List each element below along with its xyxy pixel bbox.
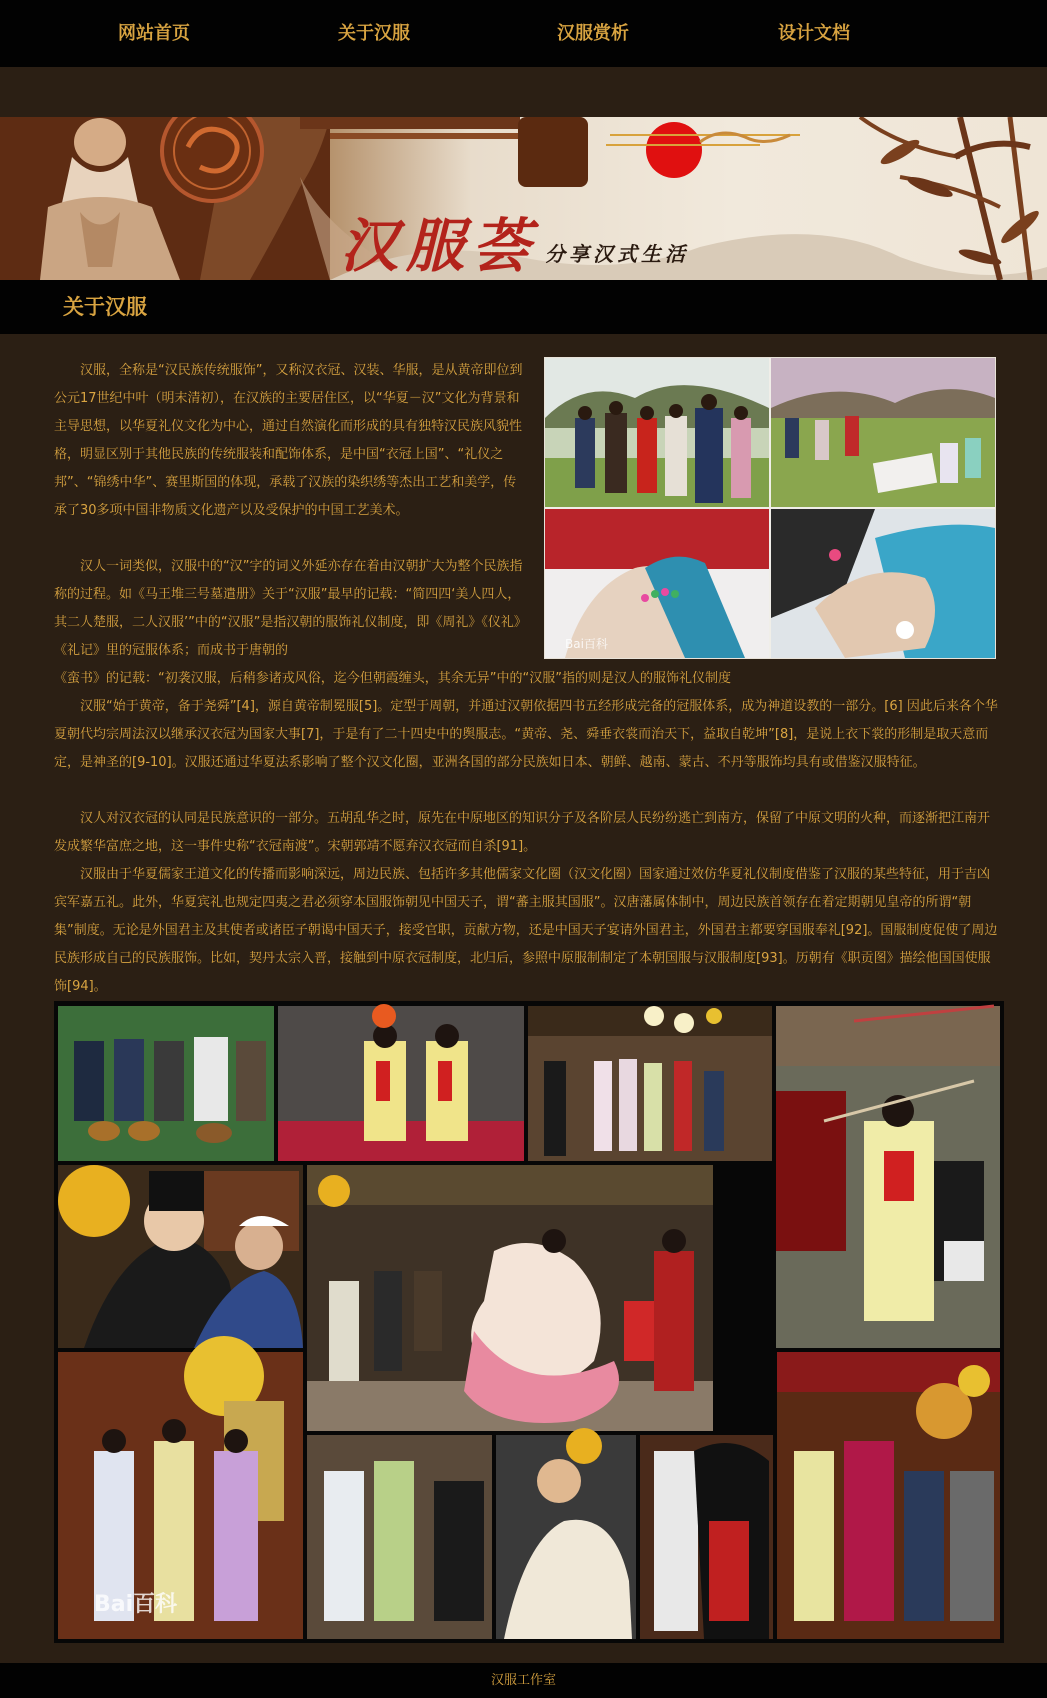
article-paragraph-1-text: 汉服，全称是“汉民族传统服饰”，又称汉衣冠、汉装、华服，是从黄帝即位到公元17世纪中叶（明末清初），在汉族的主要居住区，以“华夏－汉”文化为背景和主导思想，以华夏礼仪文化为中心，通过自然演化而形成的具有独特汉民族风貌性格，明显区别于其他民族的传统服装和配饰体系，是中国“衣冠上国”、“礼仪之邦”、“锦绣中华”、赛里斯国的体现，承载了汉族的染织绣等杰出工艺和美学，传承了30多项中国非物质文化遗产以及受保护的中国工艺美术。 <box>54 363 523 518</box>
footer-text: 汉服工作室 <box>490 1673 556 1688</box>
article-paragraph-4-text: 汉人对汉衣冠的认同是民族意识的一部分。五胡乱华之时，原先在中原地区的知识分子及各阶层人民纷纷逃亡到南方，保留了中原文明的火种，而逐渐把江南开发成繁华富庶之地，这一事件史称“衣冠南渡”。宋朝郭靖不愿弃汉衣冠而自杀[91]。 <box>54 811 991 854</box>
article-paragraph-3-text: 汉服“始于黄帝，备于尧舜”[4]，源自黄帝制冕服[5]。定型于周朝，并通过汉朝依据四书五经形成完备的冠服体系，成为神道设教的一部分。[6] 因此后来各个华夏朝代均宗周法汉以继承汉衣冠为国家大事[7]，于是有了二十四史中的舆服志。“黄帝、尧、舜垂衣裳而治天下，益取自乾坤”[8]，是说上衣下裳的形制是取天意而定，是神圣的[9-10]。汉服还通过华夏法系影响了整个汉文化圈，亚洲各国的部分民族如日本、朝鲜、越南、蒙古、不丹等服饰均具有或借鉴汉服特征。 <box>54 699 998 770</box>
nav-item-hanfu-gallery[interactable]: 汉服赏析 <box>557 23 629 44</box>
festival-collage-watermark: Bai百科 <box>94 1592 178 1617</box>
hanfu-festival-photo-collage <box>54 1001 1004 1643</box>
article-paragraph-5 <box>54 861 998 1001</box>
footer <box>0 1663 1047 1698</box>
section-title: 关于汉服 <box>63 295 147 319</box>
nav-item-design-docs[interactable]: 设计文档 <box>778 23 850 44</box>
article-paragraph-2-text: 汉人一词类似，汉服中的“汉”字的词义外延亦存在着由汉朝扩大为整个民族指称的过程。如《马王堆三号墓遣册》关于“汉服”最早的记载：“简四四‘美人四人，其二人楚服，二人汉服’”中的“汉服”是指汉朝的服饰礼仪制度，即《周礼》《仪礼》《礼记》里的冠服体系；而成书于唐朝的 <box>54 559 527 658</box>
hanfu-event-photo-collage <box>544 357 996 659</box>
article-paragraph-5-text: 汉服由于华夏儒家王道文化的传播而影响深远，周边民族、包括许多其他儒家文化圈（汉文化圈）国家通过效仿华夏礼仪制度借鉴了汉服的某些特征，用于吉凶宾军嘉五礼。此外，华夏宾礼也规定四夷之君必须穿本国服饰朝见中国天子，谓“蕃主服其国服”。汉唐藩属体制中，周边民族首领存在着定期朝见皇帝的所谓“朝集”制度。无论是外国君主及其使者或诸臣子朝谒中国天子，接受官职，贡献方物，还是中国天子宴请外国君主，外国君主都要穿国服奉礼[92]。国服制度促使了周边民族形成自己的民族服饰。比如，契丹太宗入晋，接触到中原衣冠制度，北归后，参照中原服制制定了本朝国服与汉服制度[93]。历朝有《职贡图》描绘他国国使服饰[94]。 <box>54 867 998 994</box>
article-paragraph-2 <box>54 553 528 665</box>
nav-item-about-hanfu[interactable]: 关于汉服 <box>338 23 410 44</box>
collage-image <box>545 358 995 658</box>
article-paragraph-4 <box>54 805 998 861</box>
festival-collage-image <box>54 1001 1004 1643</box>
site-banner <box>0 117 1047 280</box>
nav-item-home[interactable]: 网站首页 <box>118 23 190 44</box>
article-paragraph-1 <box>54 357 528 525</box>
section-header <box>0 280 1047 334</box>
article-paragraph-2-continued: 《蛮书》的记载：“初袭汉服，后稍参诸戎风俗，迄今但朝霞缠头，其余无异”中的“汉服”指的则是汉人的服饰礼仪制度 <box>54 671 731 686</box>
banner-subtitle: 分享汉式生活 <box>545 242 689 266</box>
banner-title: 汉服荟 <box>340 212 539 280</box>
article-paragraph-3 <box>54 693 998 777</box>
top-navigation <box>0 0 1047 67</box>
collage-watermark: Bai百科 <box>565 637 608 651</box>
